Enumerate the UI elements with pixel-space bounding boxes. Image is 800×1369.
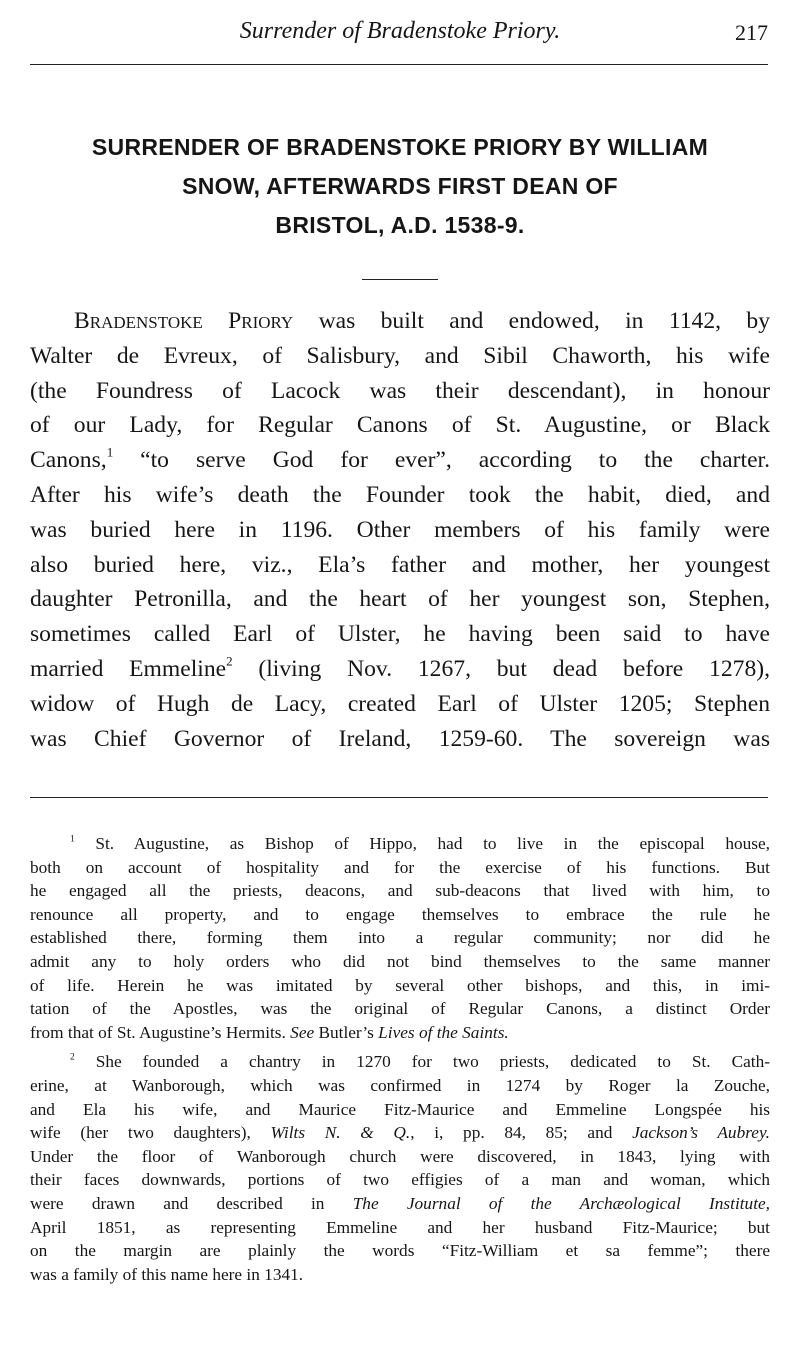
body-line: After his wife’s death the Founder took the habit, died, and — [30, 481, 770, 508]
body-paragraph — [30, 304, 770, 756]
footnote-text-run: from that of St. Augustine’s Hermits. — [30, 1022, 291, 1042]
footnote-line: was a family of this name here in 1341. — [30, 1264, 304, 1284]
title-line: SNOW, AFTERWARDS FIRST DEAN OF — [182, 173, 618, 199]
running-title: Surrender of Bradenstoke Priory. — [239, 18, 561, 44]
footnote-text-run: Butler’s — [314, 1022, 379, 1042]
body-text-run: married Emmeline — [30, 655, 227, 682]
body-text-run: Canons, — [30, 447, 107, 474]
footnote-ref-2[interactable]: 2 — [226, 653, 233, 669]
footnotes — [30, 832, 770, 1286]
footnote-1 — [30, 832, 770, 1044]
article-title — [30, 128, 770, 245]
running-head — [30, 12, 770, 48]
book-title: Lives of the Saints. — [378, 1022, 509, 1042]
page-number: 217 — [735, 20, 768, 45]
body-line: also buried here, viz., Ela’s father and mother, her youngest — [30, 551, 770, 578]
title-rule — [362, 279, 438, 280]
footnote-line: both on account of hospitality and for the exercise of his functions. But — [30, 857, 770, 877]
body-line: sometimes called Earl of Ulster, he having been said to have — [30, 621, 770, 648]
body-line — [30, 304, 770, 339]
footnote-line: erine, at Wanborough, which was confirmed in 1274 by Roger la Zouche, — [30, 1075, 770, 1095]
footnote-line — [30, 832, 770, 856]
footnote-line: established there, forming them into a regular community; nor did he — [30, 928, 770, 948]
body-text-run: was built and endowed, in 1142, by — [293, 308, 770, 334]
body-line — [30, 652, 770, 687]
body-line: of our Lady, for Regular Canons of St. Augustine, or Black — [30, 412, 770, 439]
footnote-rule — [30, 797, 768, 798]
body-text-run: (living Nov. 1267, but dead before 1278), — [232, 655, 770, 682]
small-caps-lead: Bradenstoke Priory — [74, 308, 294, 334]
header-rule — [30, 64, 768, 65]
footnote-text-run: St. Augustine, as Bishop of Hippo, had to live in the episcopal house, — [74, 834, 770, 853]
footnote-line: on the margin are plainly the words “Fitz-William et sa femme”; there — [30, 1241, 770, 1261]
footnote-line: admit any to holy orders who did not bind themselves to the same manner — [30, 951, 770, 971]
title-line: BRISTOL, A.D. 1538-9. — [275, 212, 525, 238]
body-line — [30, 443, 770, 478]
body-line: was Chief Governor of Ireland, 1259-60. The sovereign was — [30, 725, 770, 752]
body-line: Walter de Evreux, of Salisbury, and Sibil Chaworth, his wife — [30, 342, 770, 369]
footnote-text-run: She founded a chantry in 1270 for two priests, dedicated to St. Cath- — [74, 1052, 770, 1072]
book-title: Jackson’s Aubrey. — [632, 1123, 770, 1143]
footnote-text-run: were drawn and described in — [30, 1193, 353, 1213]
book-title: Wilts N. & Q. — [270, 1123, 411, 1143]
footnote-ref-1[interactable]: 1 — [106, 444, 114, 460]
footnote-line: Under the floor of Wanborough church were discovered, in 1843, lying with — [30, 1146, 770, 1166]
book-title: The Journal of the Archæological Institute, — [352, 1193, 770, 1213]
footnote-line: and Ela his wife, and Maurice Fitz-Maurice and Emmeline Longspée his — [30, 1099, 770, 1119]
body-line: daughter Petronilla, and the heart of her youngest son, Stephen, — [30, 586, 770, 613]
footnote-line: tation of the Apostles, was the original of Regular Canons, a distinct Order — [30, 999, 770, 1019]
footnote-marker: 2 — [70, 1052, 75, 1063]
body-line: (the Foundress of Lacock was their descendant), in honour — [30, 377, 770, 404]
footnote-line: of life. Herein he was imitated by several other bishops, and this, in imi- — [30, 975, 770, 995]
body-line: widow of Hugh de Lacy, created Earl of Ulster 1205; Stephen — [30, 690, 770, 717]
footnote-2 — [30, 1050, 770, 1286]
footnote-line — [30, 1050, 770, 1074]
footnote-marker: 1 — [70, 834, 75, 845]
footnote-line — [30, 1021, 770, 1045]
body-line: was buried here in 1196. Other members of his family were — [30, 516, 770, 543]
footnote-line: he engaged all the priests, deacons, and sub-deacons that lived with him, to — [30, 881, 770, 901]
see-reference: See — [290, 1022, 315, 1042]
footnote-line — [30, 1121, 770, 1145]
footnote-line: their faces downwards, portions of two effigies of a man and woman, which — [30, 1170, 770, 1190]
footnote-line — [30, 1192, 770, 1216]
footnote-text-run: , i, pp. 84, 85; and — [410, 1123, 633, 1143]
footnote-line: April 1851, as representing Emmeline and her husband Fitz-Maurice; but — [30, 1217, 770, 1237]
title-line: SURRENDER OF BRADENSTOKE PRIORY BY WILLIAM — [91, 134, 709, 160]
body-text-run: “to serve God for ever”, according to the charter. — [113, 447, 770, 474]
footnote-text-run: wife (her two daughters), — [30, 1123, 271, 1143]
footnote-line: renounce all property, and to engage themselves to embrace the rule he — [30, 904, 770, 924]
